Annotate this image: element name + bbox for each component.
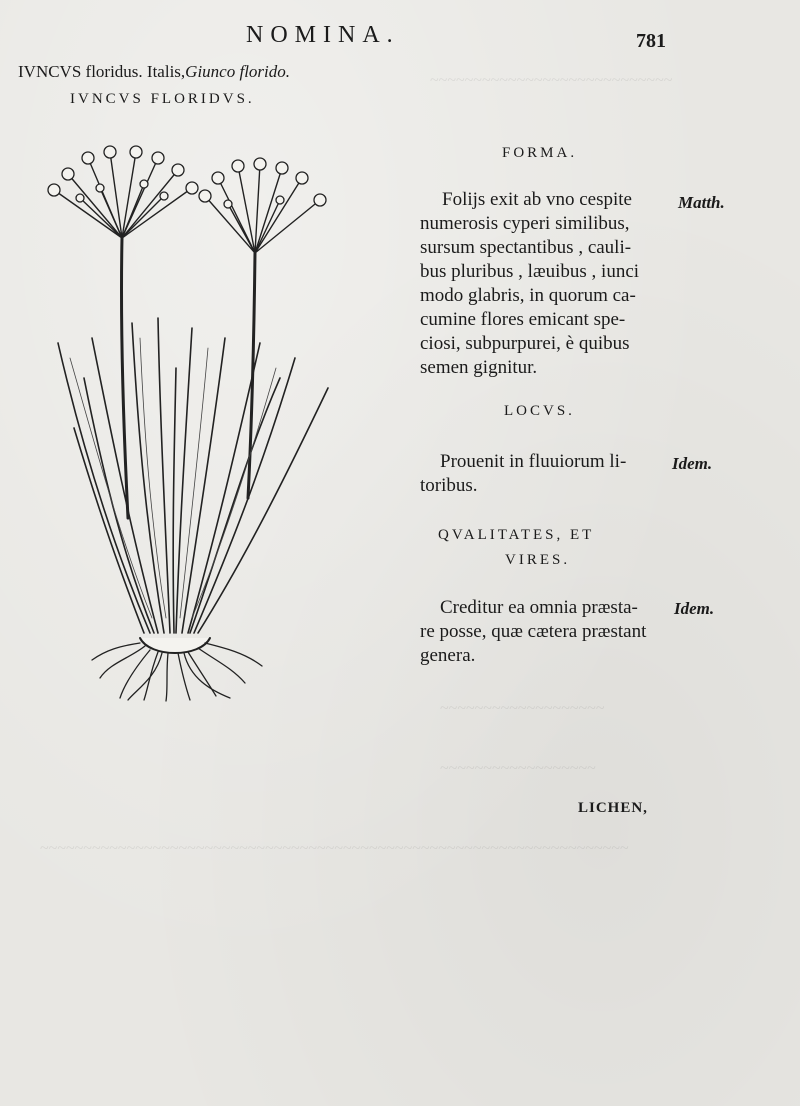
figure-caption: IVNCVS FLORIDVS.	[70, 91, 255, 107]
text-line: ciosi, subpurpurei, è quibus	[420, 333, 630, 354]
text-line: Prouenit in fluuiorum li-	[440, 451, 627, 472]
show-through-text: ~~~~~~~~~~~~~~~~~~	[440, 760, 596, 777]
forma-heading: FORMA.	[502, 145, 578, 161]
italian-name: Giunco florido.	[185, 62, 291, 81]
plant-title-line	[18, 62, 290, 82]
text-line: numerosis cyperi similibus,	[420, 213, 630, 234]
text-line: modo glabris, in quorum ca-	[420, 285, 636, 306]
text-line: genera.	[420, 645, 476, 666]
running-head: NOMINA.	[246, 22, 400, 48]
show-through-text: ~~~~~~~~~~~~~~~~~~~~~~~~~~~~	[430, 72, 673, 89]
show-through-text: ~~~~~~~~~~~~~~~~~~~~~~~~~~~~~~~~~~~~~~~~~~~~~~~~~~~~~~~~~~~~~~~~~~~~	[40, 840, 629, 857]
page-number: 781	[636, 30, 666, 52]
text-line: cumine flores emicant spe-	[420, 309, 626, 330]
text-line: sursum spectantibus , cauli-	[420, 237, 632, 258]
text-line: Creditur ea omnia præsta-	[440, 597, 638, 618]
juncus-floridus-woodcut-icon	[40, 138, 340, 703]
text-line: toribus.	[420, 475, 478, 496]
margin-note-idem: Idem.	[672, 454, 713, 473]
locus-heading: LOCVS.	[504, 403, 575, 419]
qualitates-text	[420, 596, 646, 668]
catchword: LICHEN,	[578, 800, 648, 816]
locus-text	[420, 450, 626, 498]
qualitates-heading: QVALITATES, ET	[438, 527, 595, 543]
margin-note-matth: Matth.	[678, 193, 725, 212]
vires-heading: VIRES.	[505, 552, 571, 568]
show-through-text: ~~~~~~~~~~~~~~~~~~~	[440, 700, 605, 717]
forma-text	[420, 188, 639, 380]
text-line: bus pluribus , læuibus , iunci	[420, 261, 640, 282]
latin-name: IVNCVS floridus. Italis,	[18, 62, 186, 81]
text-line: semen gignitur.	[420, 357, 538, 378]
text-line: Folijs exit ab vno cespite	[442, 189, 632, 210]
text-line: re posse, quæ cætera præstant	[420, 621, 647, 642]
margin-note-idem: Idem.	[674, 599, 715, 618]
